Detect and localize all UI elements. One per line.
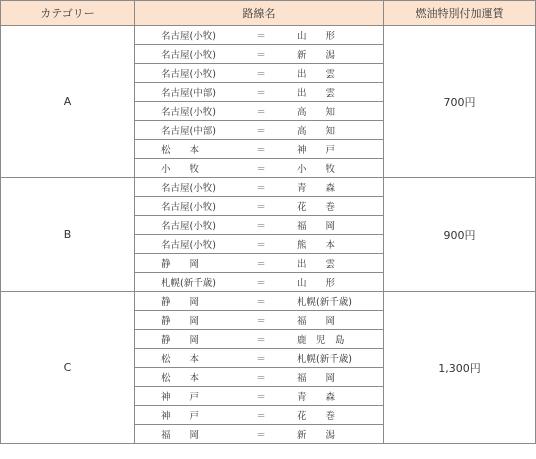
route-destination: 札幌(新千歳) [297,354,352,365]
route-separator: ＝ [256,202,266,213]
table-row [1,26,536,45]
route-text [135,180,383,194]
route-origin: 名古屋(小牧) [161,221,216,232]
route-cell [135,254,384,273]
route-origin: 神 戸 [161,411,200,422]
route-origin: 福 岡 [161,430,200,441]
route-origin: 名古屋(小牧) [161,202,216,213]
route-separator: ＝ [256,297,266,308]
route-destination: 熊 本 [297,240,336,251]
route-destination: 花 巻 [297,202,336,213]
route-cell [135,45,384,64]
route-destination: 山 形 [297,278,336,289]
table-body [1,26,536,444]
route-text [135,313,383,327]
route-destination: 神 戸 [297,145,336,156]
route-separator: ＝ [256,411,266,422]
fare-cell: 1,300円 [384,292,536,444]
route-origin: 松 本 [161,145,200,156]
route-separator: ＝ [256,126,266,137]
route-cell [135,102,384,121]
table-row [1,292,536,311]
route-destination: 小 牧 [297,164,336,175]
route-separator: ＝ [256,145,266,156]
route-destination: 高 知 [297,126,336,137]
route-origin: 神 戸 [161,392,200,403]
route-text [135,237,383,251]
route-text [135,47,383,61]
route-cell [135,311,384,330]
route-text [135,66,383,80]
route-text [135,218,383,232]
route-destination: 福 岡 [297,316,336,327]
route-destination: 札幌(新千歳) [297,297,352,308]
route-cell [135,330,384,349]
route-destination: 新 潟 [297,50,336,61]
route-destination: 出 雲 [297,259,336,270]
route-cell [135,178,384,197]
route-destination: 山 形 [297,31,336,42]
header-route: 路線名 [135,1,384,26]
route-cell [135,64,384,83]
fare-cell: 700円 [384,26,536,178]
route-origin: 静 岡 [161,316,200,327]
route-origin: 名古屋(小牧) [161,107,216,118]
route-origin: 静 岡 [161,335,200,346]
route-cell [135,83,384,102]
route-cell [135,197,384,216]
route-origin: 静 岡 [161,297,200,308]
route-separator: ＝ [256,335,266,346]
route-separator: ＝ [256,50,266,61]
route-text [135,370,383,384]
route-origin: 名古屋(小牧) [161,69,216,80]
fare-cell: 900円 [384,178,536,292]
route-cell [135,235,384,254]
route-destination: 福 岡 [297,221,336,232]
route-separator: ＝ [256,373,266,384]
route-text [135,389,383,403]
route-separator: ＝ [256,221,266,232]
route-destination: 出 雲 [297,69,336,80]
route-separator: ＝ [256,354,266,365]
route-text [135,294,383,308]
route-separator: ＝ [256,88,266,99]
route-separator: ＝ [256,183,266,194]
route-destination: 高 知 [297,107,336,118]
route-cell [135,159,384,178]
route-text [135,142,383,156]
table-row [1,178,536,197]
route-separator: ＝ [256,278,266,289]
route-cell [135,387,384,406]
route-text [135,332,383,346]
route-separator: ＝ [256,107,266,118]
route-text [135,275,383,289]
header-fare: 燃油特別付加運賃 [384,1,536,26]
route-text [135,85,383,99]
route-text [135,199,383,213]
route-origin: 小 牧 [161,164,200,175]
route-text [135,351,383,365]
route-cell [135,140,384,159]
route-separator: ＝ [256,240,266,251]
route-destination: 青 森 [297,392,336,403]
route-text [135,256,383,270]
route-cell [135,121,384,140]
route-origin: 名古屋(小牧) [161,240,216,251]
route-text [135,427,383,441]
route-destination: 出 雲 [297,88,336,99]
route-destination: 鹿 児 島 [297,335,345,346]
route-cell [135,349,384,368]
route-origin: 名古屋(中部) [161,88,216,99]
route-cell [135,292,384,311]
category-cell: A [1,26,135,178]
route-origin: 松 本 [161,373,200,384]
route-separator: ＝ [256,69,266,80]
route-separator: ＝ [256,259,266,270]
route-cell [135,216,384,235]
route-text [135,161,383,175]
route-origin: 名古屋(小牧) [161,50,216,61]
route-origin: 松 本 [161,354,200,365]
route-destination: 花 巻 [297,411,336,422]
route-cell [135,406,384,425]
route-separator: ＝ [256,164,266,175]
category-cell: C [1,292,135,444]
header-category: カテゴリー [1,1,135,26]
header-row [1,1,536,26]
route-separator: ＝ [256,31,266,42]
route-origin: 名古屋(小牧) [161,31,216,42]
route-cell [135,26,384,45]
route-cell [135,368,384,387]
route-separator: ＝ [256,316,266,327]
route-text [135,123,383,137]
route-cell [135,273,384,292]
route-origin: 静 岡 [161,259,200,270]
route-destination: 青 森 [297,183,336,194]
category-cell: B [1,178,135,292]
route-destination: 新 潟 [297,430,336,441]
route-text [135,28,383,42]
route-text [135,408,383,422]
route-separator: ＝ [256,430,266,441]
route-separator: ＝ [256,392,266,403]
route-origin: 名古屋(小牧) [161,183,216,194]
route-origin: 名古屋(中部) [161,126,216,137]
route-text [135,104,383,118]
route-cell [135,425,384,444]
route-origin: 札幌(新千歳) [161,278,216,289]
route-destination: 福 岡 [297,373,336,384]
